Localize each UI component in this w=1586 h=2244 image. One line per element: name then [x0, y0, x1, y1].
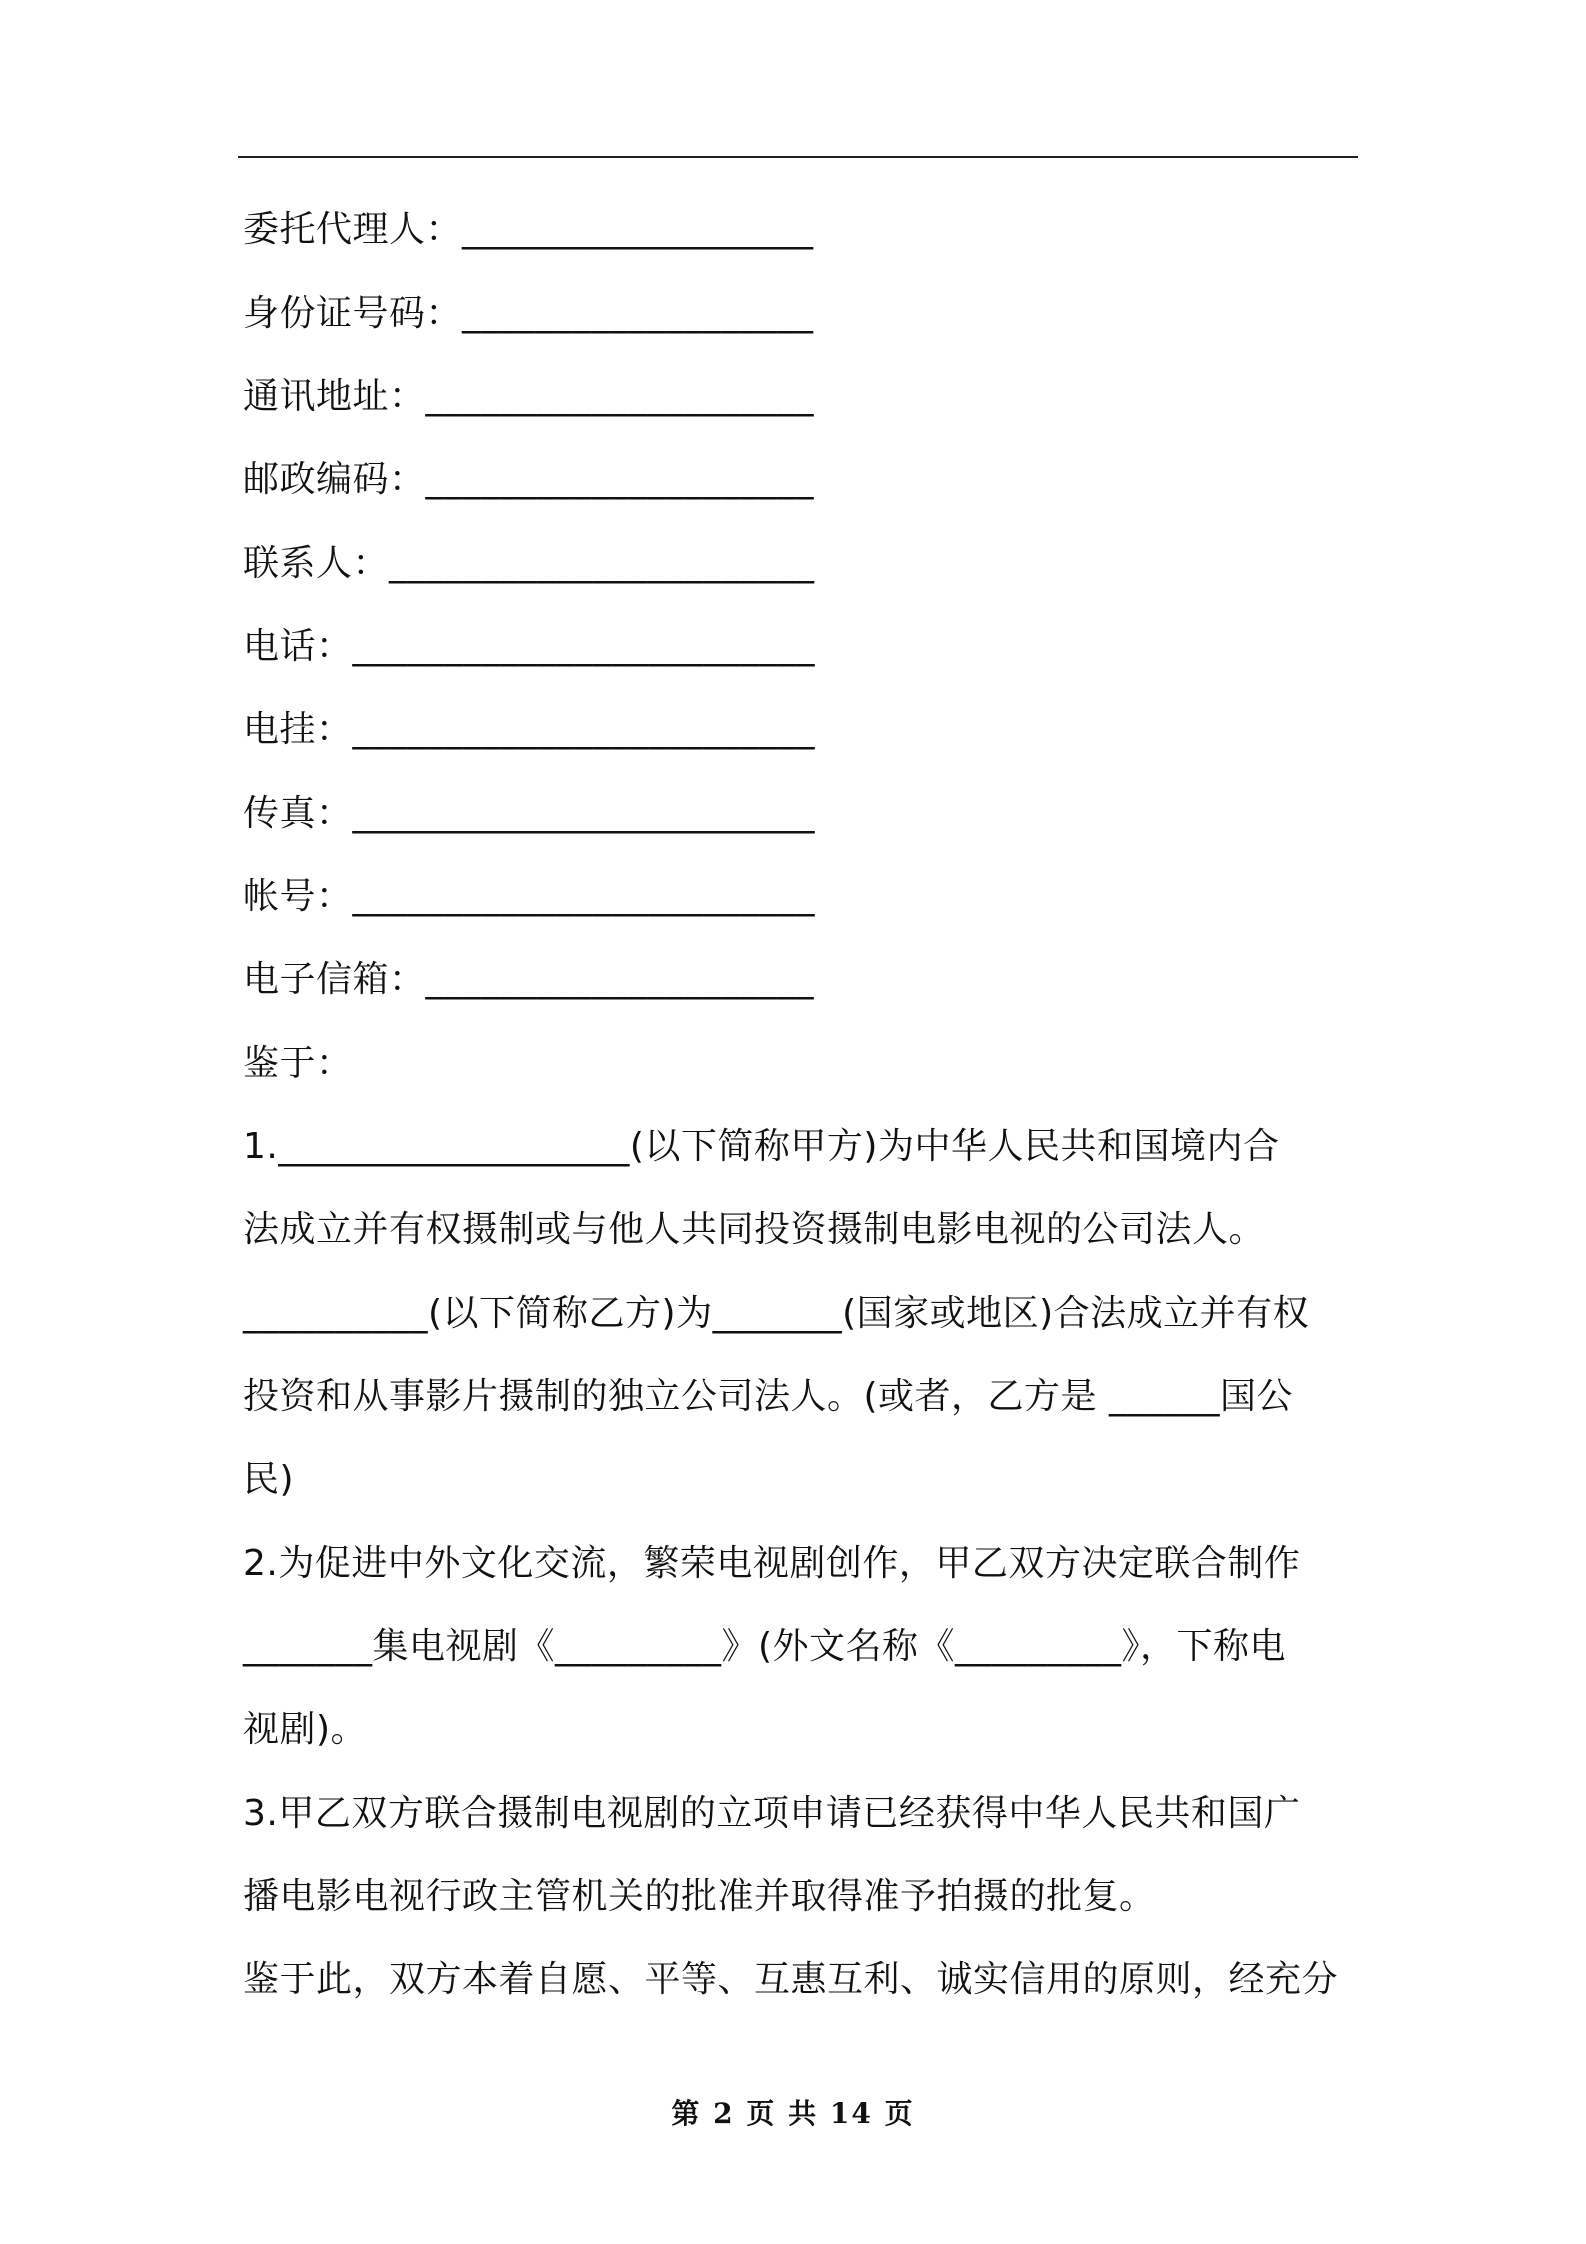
- paragraph-line: 2.为促进中外文化交流，繁荣电视剧创作，甲乙双方决定联合制作: [243, 1543, 1301, 1584]
- whereas-heading: 鉴于：: [243, 1043, 353, 1084]
- fax-field: 传真：_________________________: [243, 793, 816, 834]
- telegraph-field: 电挂：_________________________: [243, 709, 816, 750]
- paragraph-line: 民): [243, 1459, 295, 1500]
- id-number-field: 身份证号码：___________________: [243, 293, 814, 334]
- address-field: 通讯地址：_____________________: [243, 376, 815, 417]
- account-field: 帐号：_________________________: [243, 876, 816, 917]
- paragraph-line: 1.___________________(以下简称甲方)为中华人民共和国境内合: [243, 1126, 1280, 1167]
- paragraph-line: 3.甲乙双方联合摄制电视剧的立项申请已经获得中华人民共和国广: [243, 1793, 1301, 1834]
- contact-person-field: 联系人：_______________________: [243, 543, 815, 584]
- paragraph-line: 法成立并有权摄制或与他人共同投资摄制电影电视的公司法人。: [243, 1209, 1266, 1250]
- email-field: 电子信箱：_____________________: [243, 959, 815, 1000]
- postcode-field: 邮政编码：_____________________: [243, 459, 815, 500]
- agent-field: 委托代理人：___________________: [243, 209, 814, 250]
- paragraph-line: 投资和从事影片摄制的独立公司法人。(或者，乙方是 ______国公: [243, 1376, 1293, 1417]
- header-rule: [238, 156, 1358, 158]
- paragraph-line: 鉴于此，双方本着自愿、平等、互惠互利、诚实信用的原则，经充分: [243, 1959, 1339, 2000]
- paragraph-line: 播电影电视行政主管机关的批准并取得准予拍摄的批复。: [243, 1876, 1156, 1917]
- paragraph-line: __________(以下简称乙方)为_______(国家或地区)合法成立并有权: [243, 1293, 1310, 1334]
- paragraph-line: _______集电视剧《_________》(外文名称《_________》，下称电: [243, 1626, 1287, 1667]
- page-number-footer: 第 2 页 共 14 页: [671, 2097, 915, 2130]
- phone-field: 电话：_________________________: [243, 626, 816, 667]
- paragraph-line: 视剧)。: [243, 1709, 368, 1750]
